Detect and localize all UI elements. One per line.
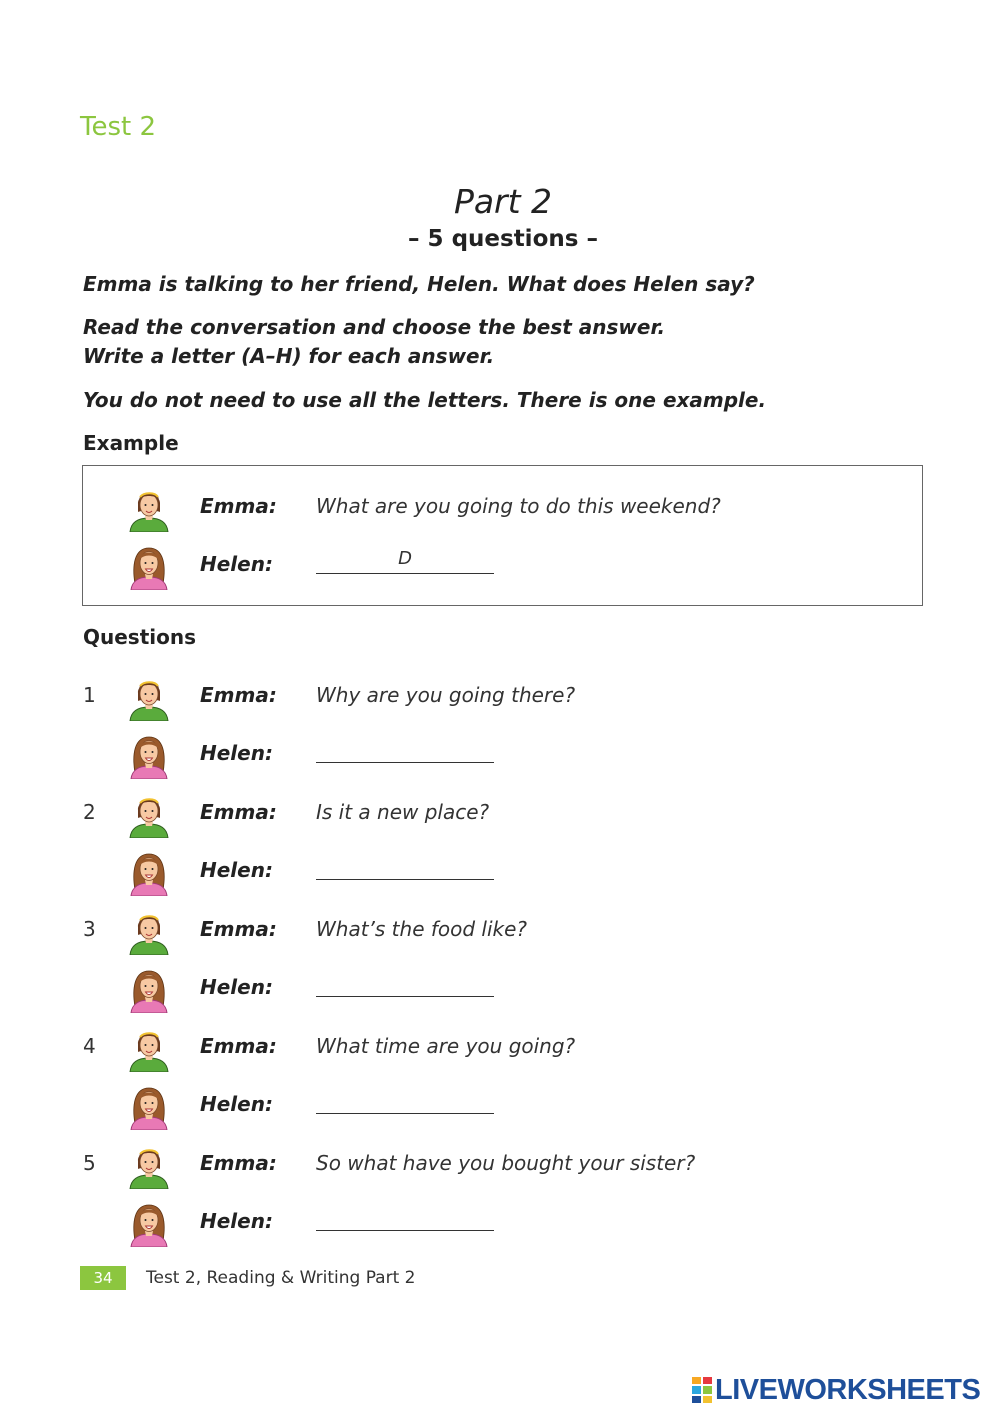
example-helen-label: Helen: xyxy=(200,552,273,576)
emma-avatar-icon xyxy=(126,486,172,532)
emma-avatar-icon xyxy=(126,1143,172,1189)
helen-avatar-icon xyxy=(126,967,172,1013)
instruction-read: Read the conversation and choose the best answer. xyxy=(83,315,666,339)
helen-label: Helen: xyxy=(200,1092,273,1116)
helen-avatar-icon xyxy=(126,733,172,779)
emma-label: Emma: xyxy=(200,800,277,824)
emma-line: So what have you bought your sister? xyxy=(316,1151,696,1175)
example-emma-line: What are you going to do this weekend? xyxy=(316,494,721,518)
answer-input-1[interactable] xyxy=(316,738,494,763)
instruction-context: Emma is talking to her friend, Helen. What does Helen say? xyxy=(83,272,755,296)
liveworksheets-mark-icon xyxy=(692,1377,712,1403)
questions-heading: Questions xyxy=(83,625,197,649)
helen-avatar-icon xyxy=(126,1201,172,1247)
instruction-write: Write a letter (A–H) for each answer. xyxy=(83,344,495,368)
example-emma-label: Emma: xyxy=(200,494,277,518)
question-number: 5 xyxy=(83,1151,96,1175)
emma-label: Emma: xyxy=(200,683,277,707)
example-heading: Example xyxy=(83,431,179,455)
helen-label: Helen: xyxy=(200,975,273,999)
emma-label: Emma: xyxy=(200,917,277,941)
helen-avatar-icon xyxy=(126,544,172,590)
emma-avatar-icon xyxy=(126,1026,172,1072)
helen-avatar-icon xyxy=(126,1084,172,1130)
emma-line: What time are you going? xyxy=(316,1034,576,1058)
answer-input-4[interactable] xyxy=(316,1089,494,1114)
question-number: 3 xyxy=(83,917,96,941)
emma-label: Emma: xyxy=(200,1034,277,1058)
example-box xyxy=(82,465,923,606)
footer-text: Test 2, Reading & Writing Part 2 xyxy=(146,1268,416,1288)
example-answer: D xyxy=(316,549,494,574)
emma-line: What’s the food like? xyxy=(316,917,528,941)
liveworksheets-text: LIVEWORKSHEETS xyxy=(715,1373,981,1406)
helen-label: Helen: xyxy=(200,1209,273,1233)
emma-avatar-icon xyxy=(126,792,172,838)
question-number: 2 xyxy=(83,800,96,824)
answer-input-2[interactable] xyxy=(316,855,494,880)
emma-line: Why are you going there? xyxy=(316,683,576,707)
emma-line: Is it a new place? xyxy=(316,800,490,824)
question-number: 4 xyxy=(83,1034,96,1058)
test-label: Test 2 xyxy=(80,112,157,142)
answer-input-5[interactable] xyxy=(316,1206,494,1231)
emma-label: Emma: xyxy=(200,1151,277,1175)
emma-avatar-icon xyxy=(126,675,172,721)
helen-label: Helen: xyxy=(200,858,273,882)
part-title: Part 2 xyxy=(453,182,553,221)
answer-input-3[interactable] xyxy=(316,972,494,997)
instruction-note: You do not need to use all the letters. There is one example. xyxy=(83,388,767,412)
liveworksheets-logo[interactable] xyxy=(692,1372,980,1408)
part-subtitle: – 5 questions – xyxy=(408,226,598,252)
question-number: 1 xyxy=(83,683,96,707)
page-number: 34 xyxy=(80,1266,126,1290)
emma-avatar-icon xyxy=(126,909,172,955)
helen-label: Helen: xyxy=(200,741,273,765)
helen-avatar-icon xyxy=(126,850,172,896)
